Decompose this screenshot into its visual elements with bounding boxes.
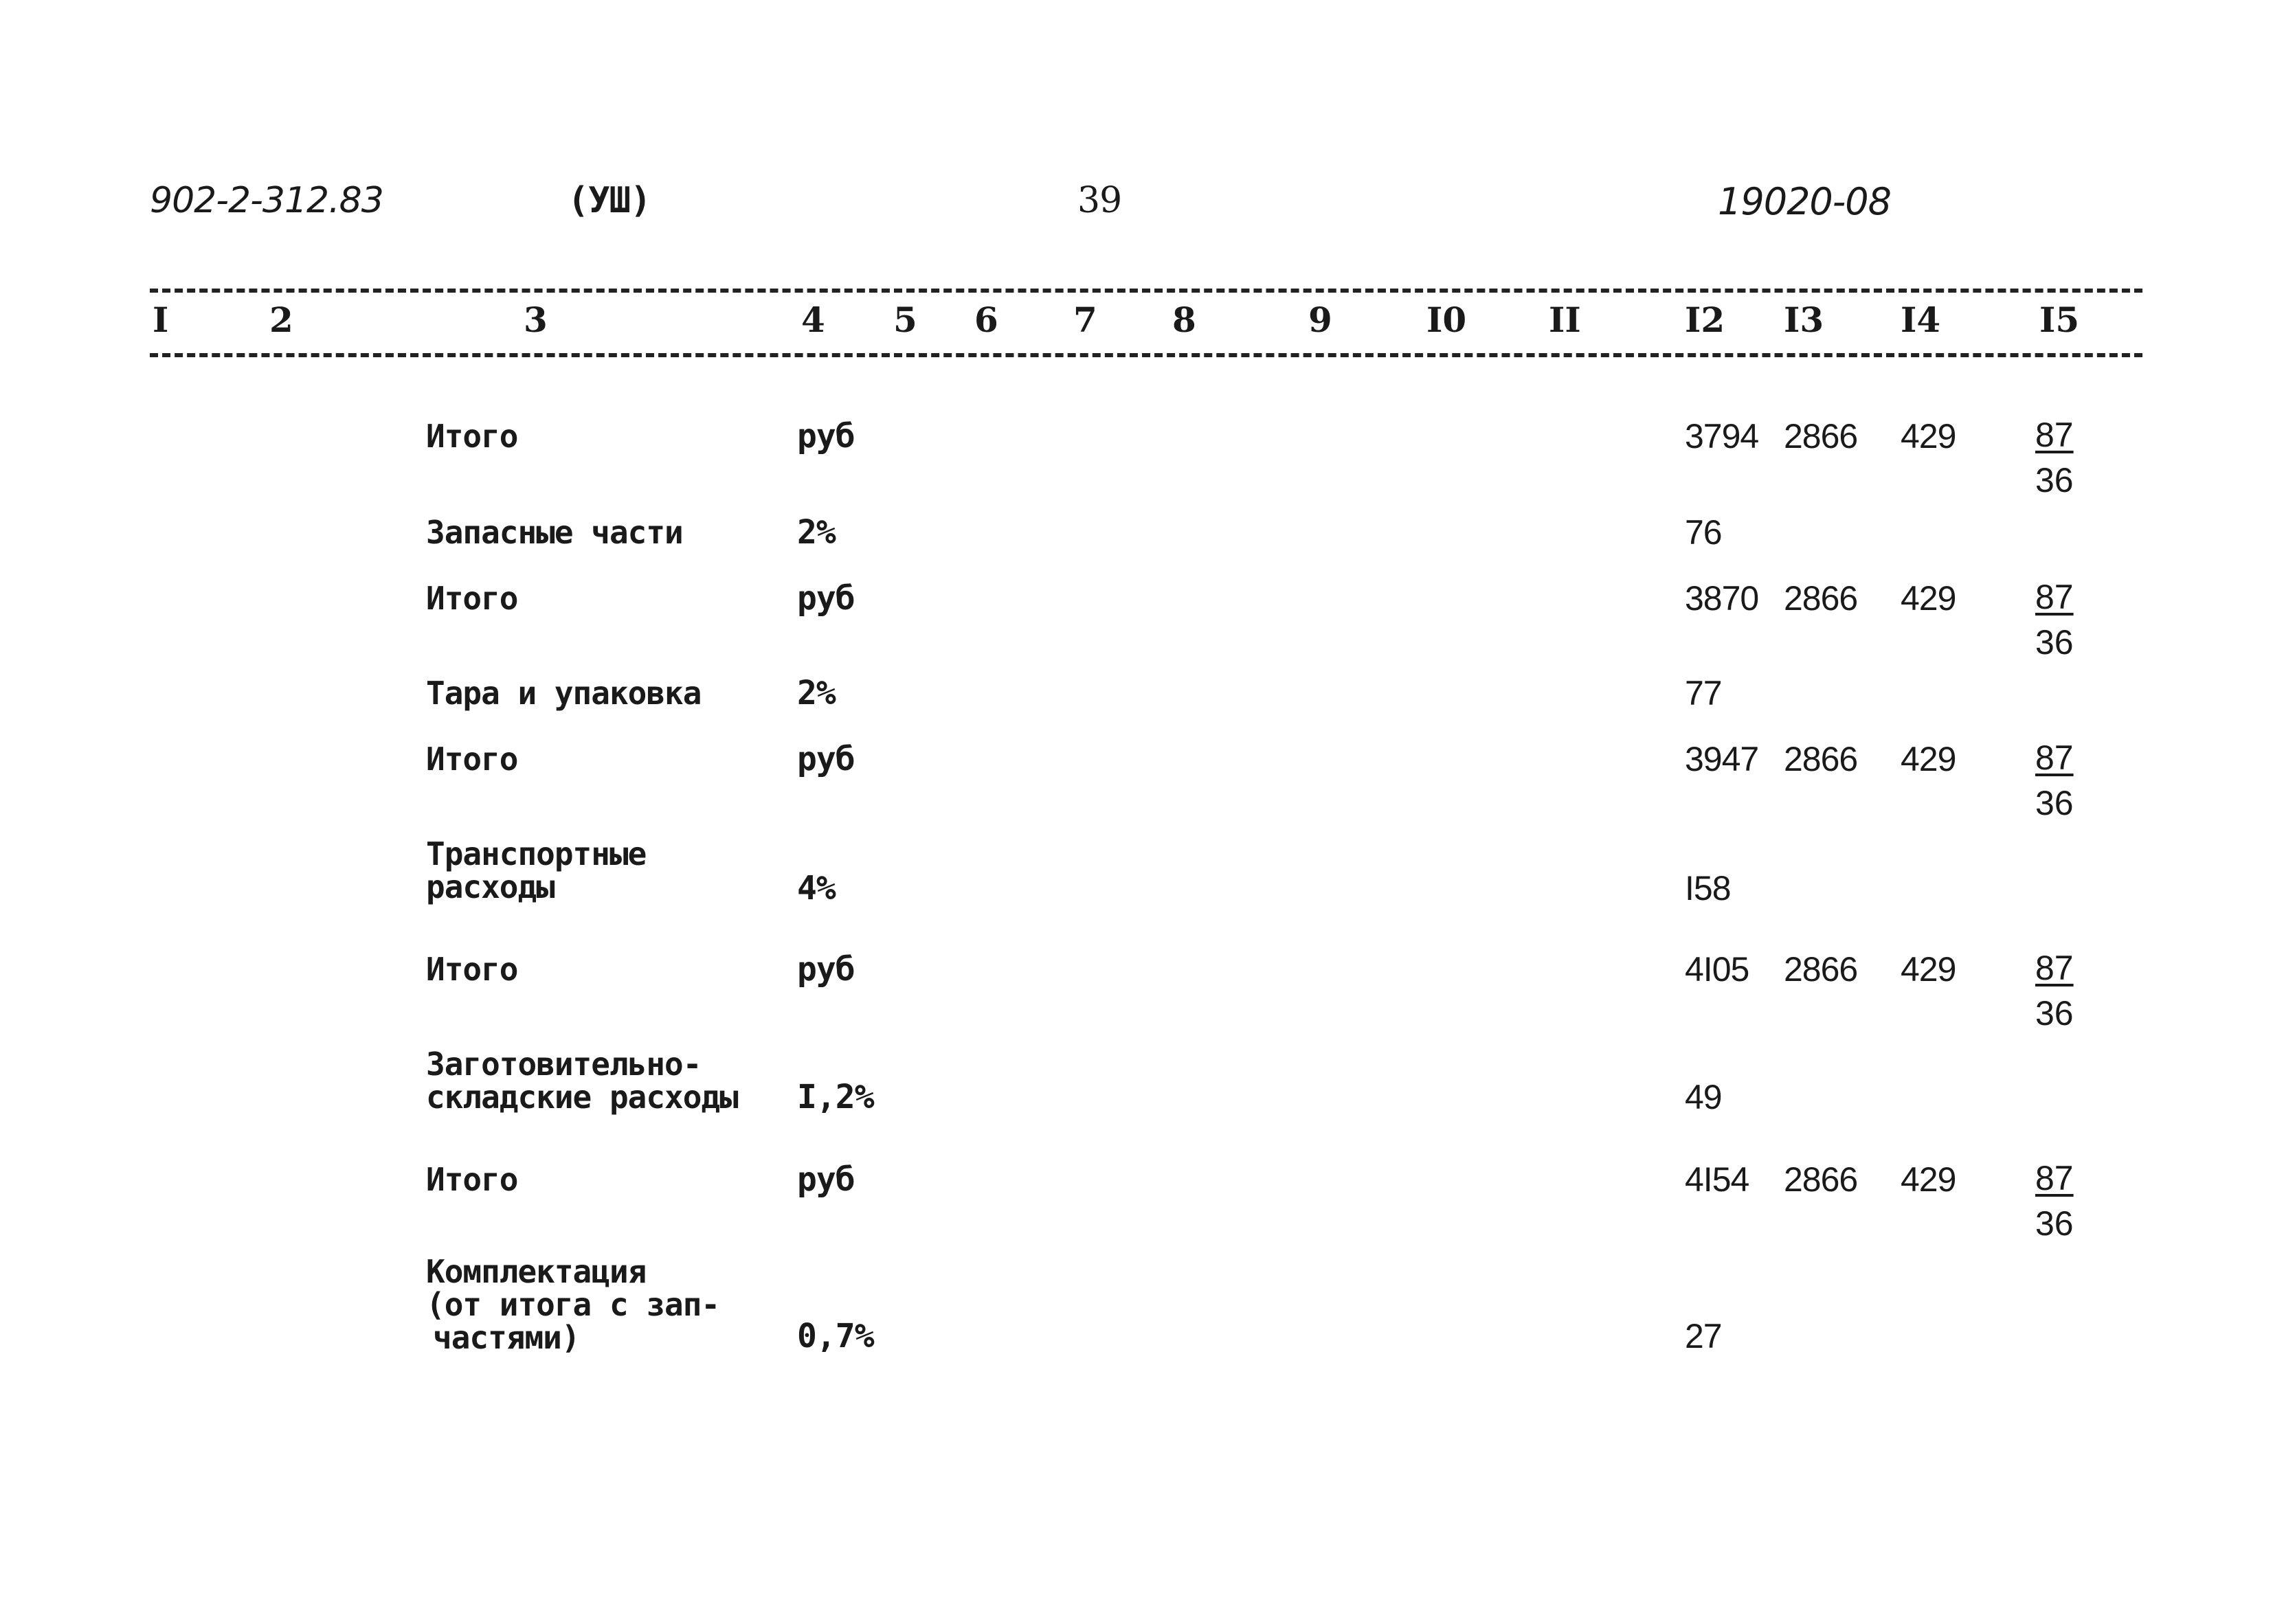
column-number: I5	[2039, 300, 2080, 340]
value-col-13: 2866	[1784, 1160, 1858, 1199]
row-label-line-3: частями)	[433, 1319, 580, 1356]
fraction-numerator: 87	[2035, 738, 2074, 777]
column-number: I3	[1784, 300, 1824, 340]
fraction-denominator: 36	[2035, 1204, 2074, 1243]
section-label: (УШ)	[568, 180, 651, 221]
column-number: II	[1549, 300, 1581, 340]
fraction-denominator: 36	[2035, 623, 2074, 662]
column-number: 7	[1073, 300, 1097, 340]
table-header-rule	[150, 353, 2142, 357]
row-label: Тара и упаковка	[426, 675, 702, 712]
value-col-12: 27	[1685, 1317, 1722, 1355]
value-col-12: 3947	[1685, 740, 1759, 778]
value-col-14: 429	[1901, 417, 1956, 455]
value-col-12: I58	[1685, 869, 1731, 907]
row-label-line-2: расходы	[426, 868, 555, 905]
row-unit: 4%	[797, 869, 836, 907]
row-label-line-1: Транспортные	[426, 835, 647, 872]
value-col-15-fraction	[2035, 1155, 2090, 1246]
value-col-12: 3794	[1685, 417, 1759, 455]
value-col-13: 2866	[1784, 740, 1858, 778]
column-number: I2	[1685, 300, 1725, 340]
fraction-numerator: 87	[2035, 416, 2074, 454]
row-label-line-2: (от итога с зап-	[426, 1286, 720, 1323]
column-number: 9	[1308, 300, 1332, 340]
value-col-13: 2866	[1784, 417, 1858, 455]
row-unit: руб	[797, 740, 855, 778]
value-col-14: 429	[1901, 950, 1956, 989]
document-number: 19020-08	[1718, 180, 1891, 223]
column-number: 2	[269, 300, 293, 340]
table-top-rule	[150, 289, 2142, 293]
column-number: I4	[1901, 300, 1941, 340]
row-label-line-1: Комплектация	[426, 1253, 647, 1290]
value-col-14: 429	[1901, 740, 1956, 778]
row-label: Запасные части	[426, 514, 683, 551]
row-unit: 2%	[797, 513, 836, 552]
row-unit: руб	[797, 1160, 855, 1199]
row-unit: 0,7%	[797, 1317, 874, 1355]
value-col-15-fraction	[2035, 412, 2090, 503]
page-number: 39	[1077, 180, 1122, 221]
fraction-denominator: 36	[2035, 784, 2074, 822]
fraction-numerator: 87	[2035, 1159, 2074, 1197]
column-number: I	[153, 300, 169, 340]
row-label: Итого	[426, 580, 518, 617]
fraction-denominator: 36	[2035, 461, 2074, 499]
value-col-12: 4I05	[1685, 950, 1749, 989]
value-col-12: 49	[1685, 1078, 1722, 1116]
column-number: I0	[1426, 300, 1467, 340]
row-unit: руб	[797, 417, 855, 455]
fraction-denominator: 36	[2035, 994, 2074, 1033]
row-label: Итого	[426, 418, 518, 455]
value-col-12: 76	[1685, 513, 1722, 552]
row-label: Итого	[426, 1161, 518, 1198]
row-label-line-1: Заготовительно-	[426, 1046, 702, 1083]
row-unit: I,2%	[797, 1078, 874, 1116]
value-col-13: 2866	[1784, 579, 1858, 618]
value-col-14: 429	[1901, 579, 1956, 618]
column-number: 8	[1172, 300, 1196, 340]
project-code: 902-2-312.83	[150, 180, 383, 221]
value-col-12: 4I54	[1685, 1160, 1749, 1199]
row-unit: 2%	[797, 674, 836, 712]
value-col-15-fraction	[2035, 574, 2090, 665]
column-number: 5	[893, 300, 917, 340]
fraction-numerator: 87	[2035, 578, 2074, 616]
row-label: Итого	[426, 951, 518, 988]
value-col-15-fraction	[2035, 735, 2090, 826]
column-number: 4	[801, 300, 825, 340]
row-label: Итого	[426, 741, 518, 778]
column-number: 6	[974, 300, 998, 340]
fraction-numerator: 87	[2035, 949, 2074, 987]
column-number: 3	[524, 300, 548, 340]
value-col-13: 2866	[1784, 950, 1858, 989]
row-unit: руб	[797, 579, 855, 618]
row-unit: руб	[797, 950, 855, 989]
value-col-12: 77	[1685, 674, 1722, 712]
value-col-14: 429	[1901, 1160, 1956, 1199]
row-label-line-2: складские расходы	[426, 1079, 738, 1116]
value-col-12: 3870	[1685, 579, 1759, 618]
value-col-15-fraction	[2035, 945, 2090, 1036]
